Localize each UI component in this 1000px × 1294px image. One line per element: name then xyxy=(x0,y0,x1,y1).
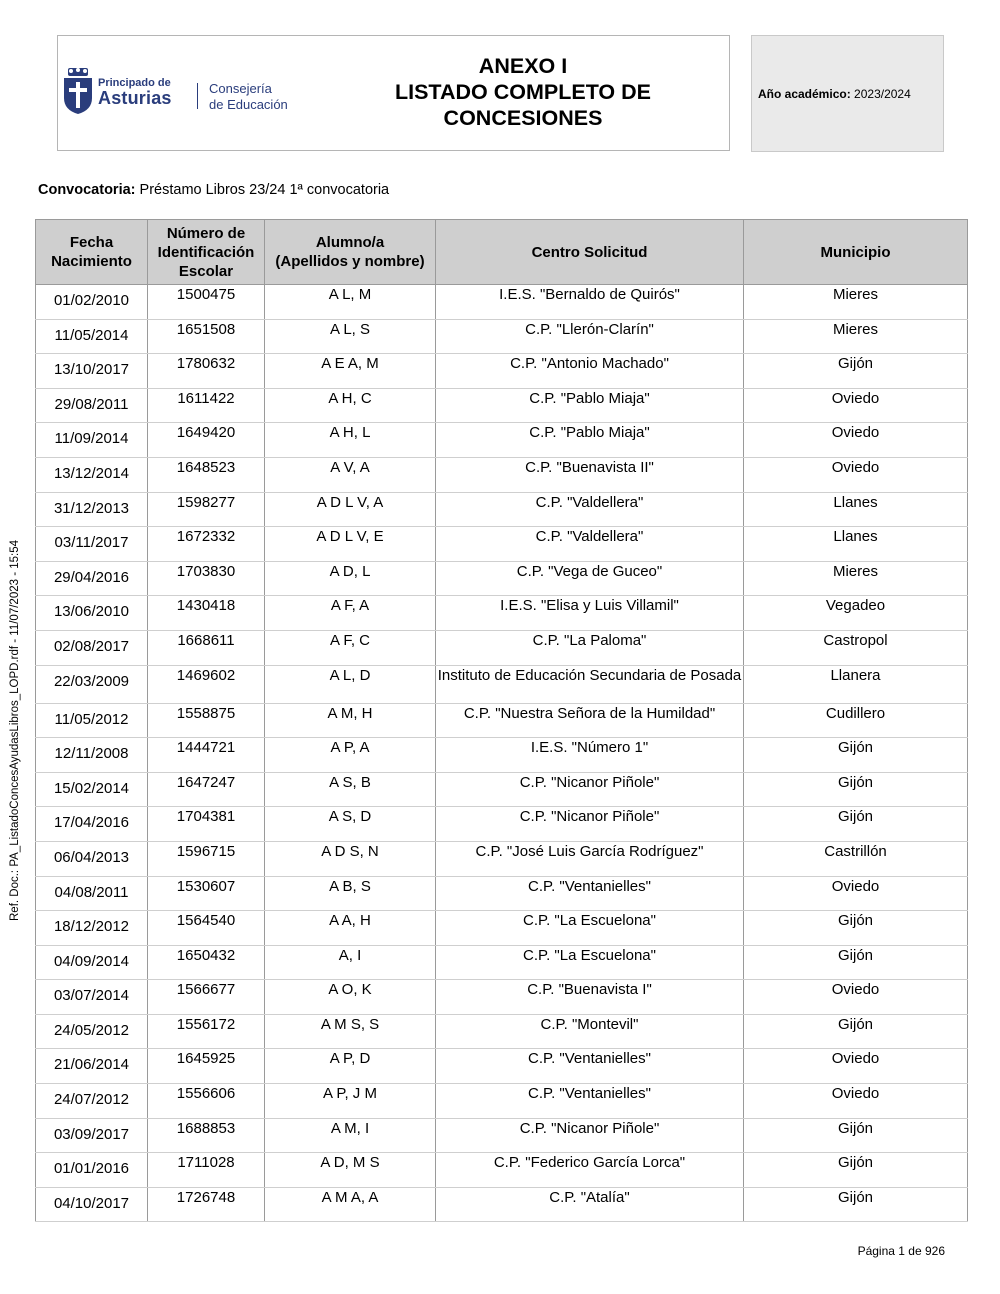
cell-municipio: Gijón xyxy=(744,807,968,842)
cell-centro: C.P. "Nuestra Señora de la Humildad" xyxy=(436,703,744,738)
cell-num: 1726748 xyxy=(148,1187,265,1222)
cell-fecha: 11/09/2014 xyxy=(36,423,148,458)
cell-municipio: Mieres xyxy=(744,319,968,354)
cell-fecha: 13/10/2017 xyxy=(36,354,148,389)
concesiones-table xyxy=(35,219,968,1222)
header-num-line2: Identificación xyxy=(157,243,255,261)
cell-municipio: Gijón xyxy=(744,1187,968,1222)
cell-centro: C.P. "Ventanielles" xyxy=(436,1049,744,1084)
logo-separator xyxy=(197,83,198,109)
cell-municipio: Oviedo xyxy=(744,1084,968,1119)
table-row xyxy=(36,561,968,596)
cell-centro: C.P. "Vega de Guceo" xyxy=(436,561,744,596)
cell-alumno: A L, M xyxy=(265,285,436,320)
cell-centro: C.P. "La Paloma" xyxy=(436,630,744,665)
cell-alumno: A D L V, A xyxy=(265,492,436,527)
side-document-reference: Ref. Doc.: PA_ListadoConcesAyudasLibros_LOPD.rdf - 11/07/2023 - 15:54 xyxy=(9,540,21,921)
cell-num: 1703830 xyxy=(148,561,265,596)
header-num-line3: Escolar xyxy=(178,262,234,280)
table-row xyxy=(36,1118,968,1153)
header-fecha-line1: Fecha xyxy=(69,234,114,251)
table-row xyxy=(36,388,968,423)
cell-alumno: A P, D xyxy=(265,1049,436,1084)
table-row xyxy=(36,980,968,1015)
header-fecha-line2: Nacimiento xyxy=(51,253,132,270)
cell-alumno: A A, H xyxy=(265,911,436,946)
column-header-fecha xyxy=(36,220,148,285)
cell-centro: C.P. "Buenavista II" xyxy=(436,457,744,492)
table-row xyxy=(36,354,968,389)
cell-num: 1556172 xyxy=(148,1014,265,1049)
table-row xyxy=(36,457,968,492)
cell-alumno: A D, L xyxy=(265,561,436,596)
cell-centro: C.P. "Atalía" xyxy=(436,1187,744,1222)
cell-alumno: A M S, S xyxy=(265,1014,436,1049)
cell-num: 1556606 xyxy=(148,1084,265,1119)
cell-alumno: A M, I xyxy=(265,1118,436,1153)
table-row xyxy=(36,876,968,911)
cell-centro: C.P. "Nicanor Piñole" xyxy=(436,772,744,807)
table-row xyxy=(36,1049,968,1084)
table-body xyxy=(36,285,968,1222)
table-row xyxy=(36,1084,968,1119)
cell-alumno: A L, D xyxy=(265,665,436,703)
cell-centro: C.P. "Pablo Miaja" xyxy=(436,388,744,423)
table-row xyxy=(36,703,968,738)
cell-centro: C.P. "Federico García Lorca" xyxy=(436,1153,744,1188)
cell-num: 1430418 xyxy=(148,596,265,631)
cell-num: 1780632 xyxy=(148,354,265,389)
cell-municipio: Gijón xyxy=(744,738,968,773)
cell-fecha: 17/04/2016 xyxy=(36,807,148,842)
cell-alumno: A P, A xyxy=(265,738,436,773)
cell-municipio: Llanera xyxy=(744,665,968,703)
cell-municipio: Llanes xyxy=(744,492,968,527)
column-header-centro: Centro Solicitud xyxy=(436,220,744,285)
cell-num: 1566677 xyxy=(148,980,265,1015)
cell-fecha: 21/06/2014 xyxy=(36,1049,148,1084)
cell-num: 1469602 xyxy=(148,665,265,703)
table-row xyxy=(36,285,968,320)
cell-municipio: Oviedo xyxy=(744,457,968,492)
cell-fecha: 03/07/2014 xyxy=(36,980,148,1015)
cell-alumno: A H, L xyxy=(265,423,436,458)
cell-alumno: A S, D xyxy=(265,807,436,842)
cell-fecha: 31/12/2013 xyxy=(36,492,148,527)
cell-fecha: 03/09/2017 xyxy=(36,1118,148,1153)
cell-fecha: 04/08/2011 xyxy=(36,876,148,911)
cell-centro: C.P. "Valdellera" xyxy=(436,527,744,562)
table-row xyxy=(36,911,968,946)
table-row xyxy=(36,738,968,773)
cell-num: 1645925 xyxy=(148,1049,265,1084)
cell-num: 1672332 xyxy=(148,527,265,562)
logo-asturias-text: Asturias xyxy=(98,88,172,108)
table-row xyxy=(36,1014,968,1049)
cell-fecha: 13/12/2014 xyxy=(36,457,148,492)
header-alumno-line1: Alumno/a xyxy=(315,234,385,251)
cell-fecha: 11/05/2012 xyxy=(36,703,148,738)
cell-fecha: 18/12/2012 xyxy=(36,911,148,946)
cell-num: 1647247 xyxy=(148,772,265,807)
cell-alumno: A O, K xyxy=(265,980,436,1015)
cell-num: 1648523 xyxy=(148,457,265,492)
table-row xyxy=(36,319,968,354)
cell-municipio: Vegadeo xyxy=(744,596,968,631)
cell-centro: C.P. "Ventanielles" xyxy=(436,1084,744,1119)
cell-municipio: Gijón xyxy=(744,1014,968,1049)
cell-municipio: Oviedo xyxy=(744,876,968,911)
cell-centro: C.P. "Nicanor Piñole" xyxy=(436,807,744,842)
cell-fecha: 06/04/2013 xyxy=(36,841,148,876)
cell-centro: C.P. "Valdellera" xyxy=(436,492,744,527)
title-line-2: LISTADO COMPLETO DE xyxy=(394,80,652,104)
cell-alumno: A F, A xyxy=(265,596,436,631)
cell-municipio: Oviedo xyxy=(744,423,968,458)
academic-year-value: 2023/2024 xyxy=(854,87,911,101)
column-header-municipio: Municipio xyxy=(744,220,968,285)
document-title xyxy=(338,53,708,131)
cell-centro: C.P. "Llerón-Clarín" xyxy=(436,319,744,354)
cell-centro: I.E.S. "Número 1" xyxy=(436,738,744,773)
cell-fecha: 04/10/2017 xyxy=(36,1187,148,1222)
table-row xyxy=(36,945,968,980)
cell-municipio: Mieres xyxy=(744,285,968,320)
cell-alumno: A E A, M xyxy=(265,354,436,389)
cell-num: 1596715 xyxy=(148,841,265,876)
table-row xyxy=(36,841,968,876)
cell-alumno: A, I xyxy=(265,945,436,980)
cell-fecha: 13/06/2010 xyxy=(36,596,148,631)
cell-centro: C.P. "Pablo Miaja" xyxy=(436,423,744,458)
cell-alumno: A F, C xyxy=(265,630,436,665)
cell-num: 1711028 xyxy=(148,1153,265,1188)
cell-municipio: Gijón xyxy=(744,354,968,389)
cell-municipio: Castrillón xyxy=(744,841,968,876)
table-row xyxy=(36,527,968,562)
logo-consejeria-text: Consejería xyxy=(209,81,272,96)
cell-alumno: A L, S xyxy=(265,319,436,354)
academic-year-label: Año académico: xyxy=(758,87,851,101)
cell-num: 1651508 xyxy=(148,319,265,354)
cell-fecha: 22/03/2009 xyxy=(36,665,148,703)
cell-centro: C.P. "Antonio Machado" xyxy=(436,354,744,389)
cell-municipio: Gijón xyxy=(744,1153,968,1188)
cell-alumno: A M A, A xyxy=(265,1187,436,1222)
cell-alumno: A V, A xyxy=(265,457,436,492)
header-num-line1: Número de xyxy=(166,224,246,242)
cell-num: 1668611 xyxy=(148,630,265,665)
convocatoria-line xyxy=(38,182,389,198)
header-alumno-line2: (Apellidos y nombre) xyxy=(275,253,425,270)
cell-num: 1598277 xyxy=(148,492,265,527)
cell-alumno: A M, H xyxy=(265,703,436,738)
academic-year-box xyxy=(751,35,944,152)
cell-alumno: A P, J M xyxy=(265,1084,436,1119)
cell-municipio: Llanes xyxy=(744,527,968,562)
cell-centro: I.E.S. "Elisa y Luis Villamil" xyxy=(436,596,744,631)
cell-municipio: Cudillero xyxy=(744,703,968,738)
cell-fecha: 01/02/2010 xyxy=(36,285,148,320)
cell-alumno: A D S, N xyxy=(265,841,436,876)
table-row xyxy=(36,630,968,665)
cell-num: 1611422 xyxy=(148,388,265,423)
convocatoria-value: Préstamo Libros 23/24 1ª convocatoria xyxy=(139,182,390,198)
cell-num: 1564540 xyxy=(148,911,265,946)
table-row xyxy=(36,772,968,807)
cell-alumno: A S, B xyxy=(265,772,436,807)
principado-asturias-logo xyxy=(58,66,308,116)
cell-municipio: Gijón xyxy=(744,945,968,980)
cell-num: 1650432 xyxy=(148,945,265,980)
cell-centro: C.P. "Montevil" xyxy=(436,1014,744,1049)
cell-alumno: A D L V, E xyxy=(265,527,436,562)
cell-municipio: Gijón xyxy=(744,911,968,946)
cell-fecha: 12/11/2008 xyxy=(36,738,148,773)
cell-alumno: A D, M S xyxy=(265,1153,436,1188)
logo-educacion-text: de Educación xyxy=(209,97,288,112)
title-line-1: ANEXO I xyxy=(478,54,568,78)
cell-centro: C.P. "Nicanor Piñole" xyxy=(436,1118,744,1153)
cell-fecha: 03/11/2017 xyxy=(36,527,148,562)
cell-municipio: Mieres xyxy=(744,561,968,596)
cell-centro: C.P. "Buenavista I" xyxy=(436,980,744,1015)
cell-num: 1444721 xyxy=(148,738,265,773)
column-header-numero xyxy=(148,220,265,285)
table-row xyxy=(36,596,968,631)
cell-municipio: Oviedo xyxy=(744,1049,968,1084)
cell-fecha: 01/01/2016 xyxy=(36,1153,148,1188)
table-header-row xyxy=(36,220,968,285)
table-row xyxy=(36,665,968,703)
asturias-crest-icon xyxy=(60,68,96,116)
cell-num: 1500475 xyxy=(148,285,265,320)
cell-municipio: Oviedo xyxy=(744,388,968,423)
cell-municipio: Oviedo xyxy=(744,980,968,1015)
cell-centro: I.E.S. "Bernaldo de Quirós" xyxy=(436,285,744,320)
table-row xyxy=(36,807,968,842)
cell-num: 1649420 xyxy=(148,423,265,458)
cell-num: 1704381 xyxy=(148,807,265,842)
table-row xyxy=(36,423,968,458)
cell-fecha: 29/08/2011 xyxy=(36,388,148,423)
table-row xyxy=(36,1153,968,1188)
header-box xyxy=(57,35,730,151)
cell-municipio: Gijón xyxy=(744,1118,968,1153)
table-row xyxy=(36,1187,968,1222)
cell-centro: Instituto de Educación Secundaria de Posada xyxy=(436,665,744,703)
cell-alumno: A H, C xyxy=(265,388,436,423)
cell-centro: C.P. "La Escuelona" xyxy=(436,945,744,980)
title-line-3: CONCESIONES xyxy=(443,106,603,130)
cell-num: 1558875 xyxy=(148,703,265,738)
convocatoria-label: Convocatoria: xyxy=(38,182,136,198)
cell-num: 1530607 xyxy=(148,876,265,911)
cell-centro: C.P. "La Escuelona" xyxy=(436,911,744,946)
logo-principado-text: Principado de xyxy=(98,77,171,89)
cell-num: 1688853 xyxy=(148,1118,265,1153)
cell-fecha: 29/04/2016 xyxy=(36,561,148,596)
cell-fecha: 04/09/2014 xyxy=(36,945,148,980)
cell-municipio: Gijón xyxy=(744,772,968,807)
cell-fecha: 11/05/2014 xyxy=(36,319,148,354)
cell-centro: C.P. "José Luis García Rodríguez" xyxy=(436,841,744,876)
page-number: Página 1 de 926 xyxy=(857,1244,945,1258)
cell-alumno: A B, S xyxy=(265,876,436,911)
column-header-alumno xyxy=(265,220,436,285)
cell-fecha: 24/07/2012 xyxy=(36,1084,148,1119)
cell-fecha: 02/08/2017 xyxy=(36,630,148,665)
cell-fecha: 15/02/2014 xyxy=(36,772,148,807)
cell-centro: C.P. "Ventanielles" xyxy=(436,876,744,911)
cell-municipio: Castropol xyxy=(744,630,968,665)
table-row xyxy=(36,492,968,527)
cell-fecha: 24/05/2012 xyxy=(36,1014,148,1049)
